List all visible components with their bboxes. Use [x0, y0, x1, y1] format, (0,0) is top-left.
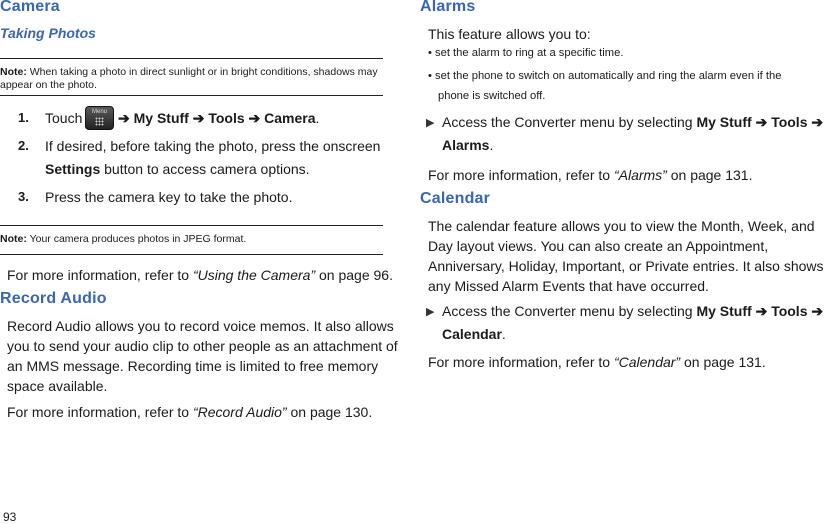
- step1-prefix: Touch: [45, 110, 83, 126]
- taking-photos-subheading: Taking Photos: [0, 25, 96, 41]
- camera-more-prefix: For more information, refer to: [7, 267, 193, 283]
- step3-number: 3.: [18, 189, 29, 204]
- menu-key-label: Menu: [91, 109, 107, 115]
- alarms-intro: This feature allows you to:: [428, 26, 591, 42]
- calendar-access-prefix: Access the Converter menu by selecting: [442, 303, 697, 319]
- calendar-access-target: Calendar: [442, 326, 502, 342]
- note1-top-rule: [0, 58, 383, 59]
- camera-more-ref[interactable]: “Using the Camera”: [192, 267, 316, 283]
- calendar-line-3: Anniversary, Holiday, Important, or Private entries. It also shows: [428, 258, 824, 274]
- calendar-line-4: any Missed Alarm Events that have occurred.: [428, 278, 709, 294]
- alarms-access-end: .: [489, 137, 494, 153]
- camera-heading: Camera: [0, 0, 60, 15]
- step2-line1: If desired, before taking the photo, press the onscreen: [45, 138, 381, 154]
- calendar-line-2: Day layout views. You can also create an Appointment,: [428, 238, 769, 254]
- calendar-arrow-bullet-icon: ▶: [426, 306, 435, 318]
- alarms-arrow-bullet-icon: ▶: [426, 117, 435, 129]
- alarms-access-target: Alarms: [442, 137, 490, 153]
- record-line-3: an MMS message. Recording time is limited to free memory: [7, 358, 379, 374]
- step3-text: Press the camera key to take the photo.: [45, 189, 293, 205]
- alarms-more-prefix: For more information, refer to: [428, 167, 614, 183]
- calendar-access-end: .: [501, 326, 506, 342]
- alarms-more-info: [428, 165, 752, 185]
- step1-path: [118, 108, 319, 128]
- record-line-1: Record Audio allows you to record voice memos. It also allows: [7, 318, 394, 334]
- calendar-access-path: My Stuff ➔ Tools ➔: [696, 303, 824, 319]
- calendar-access-line1: [442, 301, 823, 321]
- note2-bottom-rule: [0, 254, 383, 255]
- alarms-access-line1: [442, 112, 823, 132]
- alarms-more-ref[interactable]: “Alarms”: [613, 167, 667, 183]
- note1-bottom-rule: [0, 95, 383, 96]
- record-line-2: you to send your audio clip to other people as an attachment of: [7, 338, 398, 354]
- record-more-ref[interactable]: “Record Audio”: [192, 404, 287, 420]
- record-audio-heading: Record Audio: [0, 290, 107, 307]
- alarms-access-path: My Stuff ➔ Tools ➔: [696, 114, 824, 130]
- record-more-info: [7, 402, 372, 422]
- calendar-more-ref[interactable]: “Calendar”: [613, 354, 681, 370]
- camera-more-info: [7, 265, 393, 285]
- calendar-more-suffix: on page 131.: [680, 354, 766, 370]
- calendar-more-prefix: For more information, refer to: [428, 354, 614, 370]
- page-number: 93: [3, 510, 17, 524]
- step1-number: 1.: [18, 110, 29, 125]
- menu-dots: [95, 117, 104, 126]
- note1: [0, 66, 383, 92]
- alarms-bullet-2-line2: phone is switched off.: [438, 90, 546, 102]
- note2-text: Your camera produces photos in JPEG format.: [26, 233, 247, 245]
- note2-label: Note:: [0, 233, 27, 245]
- note2: [0, 233, 383, 246]
- calendar-access-line2: [442, 324, 506, 344]
- alarms-more-suffix: on page 131.: [666, 167, 753, 183]
- step1-end: .: [315, 110, 320, 126]
- record-line-4: space available.: [7, 378, 108, 394]
- step2-line2-text: button to access camera options.: [100, 161, 310, 177]
- camera-more-suffix: on page 96.: [315, 267, 393, 283]
- alarms-access-prefix: Access the Converter menu by selecting: [442, 114, 697, 130]
- calendar-line-1: The calendar feature allows you to view the Month, Week, and: [428, 218, 815, 234]
- calendar-more-info: [428, 352, 766, 372]
- settings-bold: Settings: [45, 161, 101, 177]
- step2-line2: [45, 159, 310, 179]
- alarms-access-line2: [442, 135, 493, 155]
- record-more-prefix: For more information, refer to: [7, 404, 193, 420]
- calendar-heading: Calendar: [420, 190, 491, 207]
- alarms-heading: Alarms: [420, 0, 476, 15]
- note1-label: Note:: [0, 66, 27, 78]
- note2-top-rule: [0, 225, 383, 226]
- alarms-bullet-2-line1: • set the phone to switch on automatically and ring the alarm even if the: [428, 70, 782, 82]
- step2-number: 2.: [18, 138, 29, 153]
- note1-text: When taking a photo in direct sunlight or in bright conditions, shadows may appear on the photo.: [0, 66, 378, 91]
- record-more-suffix: on page 130.: [286, 404, 373, 420]
- alarms-bullet-1: • set the alarm to ring at a specific time.: [428, 47, 624, 59]
- menu-key-icon: [85, 106, 114, 130]
- step1-path-text: ➔ My Stuff ➔ Tools ➔ Camera: [118, 110, 316, 126]
